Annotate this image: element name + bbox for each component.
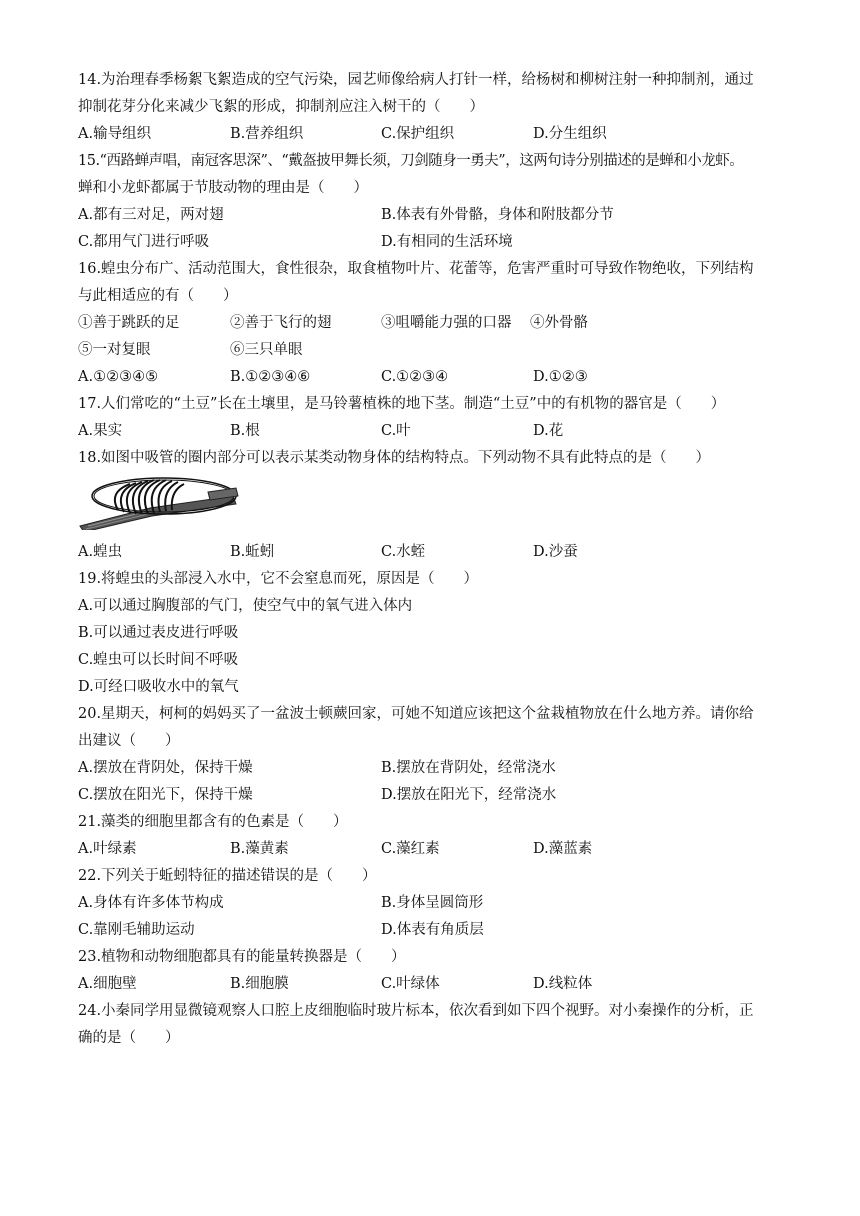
q16-option-a: A.①②③④⑤ [78, 369, 159, 385]
q20-stem-line2: 出建议（ ） [78, 733, 180, 749]
q18-option-d: D.沙蚕 [533, 544, 578, 560]
q15-stem-line1: 15.“西路蝉声唱，南冠客思深”、“戴盔披甲舞长须，刀剑随身一勇夫”，这两句诗分别描述的是蝉和小龙虾。 [78, 153, 744, 169]
q16-item-6: ⑥三只单眼 [230, 342, 303, 358]
q16-option-d: D.①②③ [533, 369, 588, 385]
q21-option-c: C.藻红素 [381, 841, 440, 857]
q16-item-4: ④外骨骼 [530, 315, 588, 331]
q20-option-c: C.摆放在阳光下，保持干燥 [78, 787, 253, 803]
q14-option-c: C.保护组织 [381, 126, 455, 142]
q23-option-a: A.细胞壁 [78, 976, 137, 992]
q16-stem-line2: 与此相适应的有（ ） [78, 288, 238, 304]
q23-option-d: D.线粒体 [533, 976, 593, 992]
q17-option-d: D.花 [533, 423, 564, 439]
q23-option-b: B.细胞膜 [230, 976, 289, 992]
q19-stem-line1: 19.将蝗虫的头部浸入水中，它不会窒息而死，原因是（ ） [78, 571, 479, 587]
q16-item-5: ⑤一对复眼 [78, 342, 151, 358]
q15-option-b: B.体表有外骨骼，身体和附肢都分节 [381, 207, 614, 223]
q15-option-a: A.都有三对足，两对翅 [78, 207, 224, 223]
q21-option-a: A.叶绿素 [78, 841, 137, 857]
q16-item-1: ①善于跳跃的足 [78, 315, 180, 331]
q18-option-c: C.水蛭 [381, 544, 426, 560]
q17-option-b: B.根 [230, 423, 260, 439]
q14-stem-line1: 14.为治理春季杨絮飞絮造成的空气污染，园艺师像给病人打针一样，给杨树和柳树注射一种抑制剂，通过 [78, 72, 754, 88]
q24-stem-line1: 24.小秦同学用显微镜观察人口腔上皮细胞临时玻片标本，依次看到如下四个视野。对小秦操作的分析，正 [78, 1003, 754, 1019]
q22-option-d: D.体表有角质层 [381, 922, 484, 938]
q16-item-3: ③咀嚼能力强的口器 [381, 315, 512, 331]
q19-option-b: B.可以通过表皮进行呼吸 [78, 625, 239, 641]
q21-option-b: B.藻黄素 [230, 841, 289, 857]
q15-option-c: C.都用气门进行呼吸 [78, 234, 210, 250]
q17-stem-line1: 17.人们常吃的“土豆”长在土壤里，是马铃薯植株的地下茎。制造“土豆”中的有机物的器官是（ ） [78, 396, 726, 412]
q17-option-c: C.叶 [381, 423, 411, 439]
drinking-straw-figure [78, 474, 240, 530]
q22-option-a: A.身体有许多体节构成 [78, 895, 224, 911]
q16-option-c: C.①②③④ [381, 369, 449, 385]
q18-option-b: B.蚯蚓 [230, 544, 275, 560]
q23-option-c: C.叶绿体 [381, 976, 440, 992]
q19-option-c: C.蝗虫可以长时间不呼吸 [78, 652, 239, 668]
q18-stem-line1: 18.如图中吸管的圈内部分可以表示某类动物身体的结构特点。下列动物不具有此特点的是（ ） [78, 450, 711, 466]
q20-option-d: D.摆放在阳光下，经常浇水 [381, 787, 557, 803]
q21-option-d: D.藻蓝素 [533, 841, 593, 857]
q14-option-a: A.输导组织 [78, 126, 152, 142]
q14-option-b: B.营养组织 [230, 126, 304, 142]
q20-option-b: B.摆放在背阴处，经常浇水 [381, 760, 556, 776]
q19-option-d: D.可经口吸收水中的氧气 [78, 679, 239, 695]
q20-stem-line1: 20.星期天，柯柯的妈妈买了一盆波士顿蕨回家，可她不知道应该把这个盆栽植物放在什么地方养。请你给 [78, 706, 754, 722]
q15-stem-line2: 蝉和小龙虾都属于节肢动物的理由是（ ） [78, 180, 368, 196]
q24-stem-line2: 确的是（ ） [78, 1030, 180, 1046]
q22-option-c: C.靠刚毛辅助运动 [78, 922, 195, 938]
q18-option-a: A.蝗虫 [78, 544, 123, 560]
q22-option-b: B.身体呈圆筒形 [381, 895, 484, 911]
q22-stem-line1: 22.下列关于蚯蚓特征的描述错误的是（ ） [78, 868, 377, 884]
q14-option-d: D.分生组织 [533, 126, 607, 142]
q16-option-b: B.①②③④⑥ [230, 369, 311, 385]
q14-stem-line2: 抑制花芽分化来减少飞絮的形成，抑制剂应注入树干的（ ） [78, 99, 484, 115]
q16-stem-line1: 16.蝗虫分布广、活动范围大，食性很杂，取食植物叶片、花蕾等，危害严重时可导致作物绝收，下列结构 [78, 261, 754, 277]
q23-stem-line1: 23.植物和动物细胞都具有的能量转换器是（ ） [78, 949, 406, 965]
q21-stem-line1: 21.藻类的细胞里都含有的色素是（ ） [78, 814, 348, 830]
q19-option-a: A.可以通过胸腹部的气门，使空气中的氧气进入体内 [78, 598, 413, 614]
q17-option-a: A.果实 [78, 423, 123, 439]
q15-option-d: D.有相同的生活环境 [381, 234, 513, 250]
q20-option-a: A.摆放在背阴处，保持干燥 [78, 760, 253, 776]
q16-item-2: ②善于飞行的翅 [230, 315, 332, 331]
